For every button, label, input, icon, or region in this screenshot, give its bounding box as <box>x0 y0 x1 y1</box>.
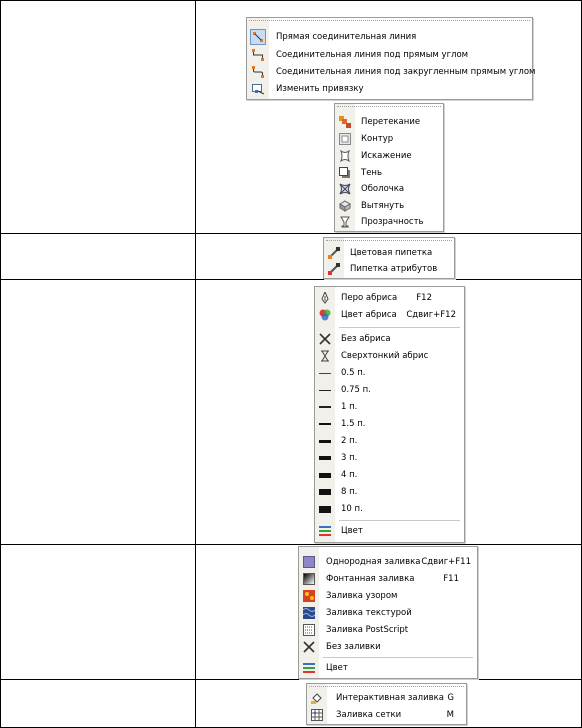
menu-separator <box>339 520 460 521</box>
hairline-outline-icon <box>318 349 332 363</box>
menu-item-hairline[interactable] <box>315 348 464 364</box>
menu-item-width-4[interactable] <box>315 467 464 483</box>
menu-item-edit-anchor[interactable] <box>247 81 532 97</box>
menu-item-label: Перо абриса <box>341 293 398 303</box>
interactive-fill-menu <box>306 683 467 725</box>
menu-item-width-3[interactable] <box>315 450 464 466</box>
shadow-icon <box>338 166 352 180</box>
menu-item-label: Заливка узором <box>326 591 398 601</box>
menu-item-width-10[interactable] <box>315 501 464 517</box>
menu-item-label: 0.5 п. <box>341 368 366 378</box>
menu-item-shortcut: G <box>447 693 454 703</box>
menu-item-attributes-eyedropper[interactable] <box>324 261 454 277</box>
mesh-fill-icon <box>310 708 324 722</box>
menu-item-extrude[interactable] <box>335 198 443 214</box>
menu-item-width-0-5[interactable] <box>315 365 464 381</box>
menu-item-label: 1 п. <box>341 402 358 412</box>
menu-item-label: 2 п. <box>341 436 358 446</box>
menu-item-label: Оболочка <box>361 184 405 194</box>
transparency-icon <box>338 215 352 229</box>
menu-separator <box>323 657 473 658</box>
menu-item-color-eyedropper[interactable] <box>324 245 454 261</box>
menu-item-contour[interactable] <box>335 131 443 147</box>
postscript-fill-icon <box>302 623 316 637</box>
menu-item-label: Без абриса <box>341 334 391 344</box>
distortion-icon <box>338 149 352 163</box>
menu-separator <box>339 327 460 328</box>
right-angle-connector-icon <box>251 48 265 62</box>
menu-item-outline-pen[interactable] <box>315 290 464 306</box>
row-divider <box>0 279 582 280</box>
menu-item-label: 10 п. <box>341 504 363 514</box>
menu-item-label: Сверхтонкий абрис <box>341 351 429 361</box>
menu-item-no-outline[interactable] <box>315 331 464 347</box>
menu-item-label: Изменить привязку <box>276 84 364 94</box>
menu-item-label: Заливка сетки <box>336 710 402 720</box>
menu-grip[interactable] <box>326 240 452 243</box>
menu-item-label: 4 п. <box>341 470 358 480</box>
menu-item-label: Тень <box>361 168 382 178</box>
menu-item-label: 1.5 п. <box>341 419 366 429</box>
menu-item-label: Цвет абриса <box>341 310 397 320</box>
color-docker-icon <box>318 524 332 538</box>
menu-item-width-2[interactable] <box>315 433 464 449</box>
menu-item-straight-connector[interactable] <box>247 29 532 45</box>
no-fill-icon <box>302 640 316 654</box>
edit-anchor-icon <box>251 82 265 96</box>
outline-menu <box>314 286 465 543</box>
menu-item-blend[interactable] <box>335 114 443 130</box>
menu-item-outline-color[interactable] <box>315 307 464 323</box>
menu-item-label: 3 п. <box>341 453 358 463</box>
menu-item-label: Интерактивная заливка <box>336 693 444 703</box>
menu-item-shortcut: Сдвиг+F12 <box>406 310 456 320</box>
menu-item-width-8[interactable] <box>315 484 464 500</box>
menu-item-label: 0.75 п. <box>341 385 371 395</box>
menu-item-interactive-fill[interactable] <box>307 690 466 706</box>
effects-menu <box>334 103 444 232</box>
menu-item-shortcut: M <box>446 710 454 720</box>
menu-item-label: Заливка текстурой <box>326 608 412 618</box>
line-width-icon <box>318 366 332 380</box>
menu-item-shortcut: F12 <box>416 293 432 303</box>
rounded-right-angle-connector-icon <box>251 65 265 79</box>
menu-item-label: Цвет <box>326 663 348 673</box>
menu-item-envelope[interactable] <box>335 181 443 197</box>
menu-item-shadow[interactable] <box>335 165 443 181</box>
menu-item-label: Перетекание <box>361 117 421 127</box>
menu-item-label: Искажение <box>361 151 412 161</box>
attributes-eyedropper-icon <box>327 262 341 276</box>
menu-item-fountain-fill[interactable] <box>299 571 477 587</box>
menu-item-mesh-fill[interactable] <box>307 707 466 723</box>
menu-item-label: Пипетка атрибутов <box>350 264 438 274</box>
line-width-icon <box>318 400 332 414</box>
menu-item-no-fill[interactable] <box>299 639 477 655</box>
menu-item-label: Цвет <box>341 526 363 536</box>
interactive-fill-icon <box>310 691 324 705</box>
line-width-icon <box>318 417 332 431</box>
table-border-top <box>0 0 582 1</box>
menu-item-pattern-fill[interactable] <box>299 588 477 604</box>
texture-fill-icon <box>302 606 316 620</box>
outline-color-icon <box>318 308 332 322</box>
color-docker-icon <box>302 661 316 675</box>
menu-item-label: Контур <box>361 134 394 144</box>
menu-item-shortcut: Сдвиг+F11 <box>421 557 471 567</box>
line-width-icon <box>318 502 332 516</box>
menu-item-label: Заливка PostScript <box>326 625 409 635</box>
menu-item-label: Цветовая пипетка <box>350 248 433 258</box>
line-width-icon <box>318 434 332 448</box>
menu-grip[interactable] <box>337 106 441 109</box>
menu-grip[interactable] <box>309 686 464 689</box>
line-width-icon <box>318 485 332 499</box>
connector-menu <box>246 17 536 100</box>
menu-item-uniform-fill[interactable] <box>299 554 477 570</box>
contour-icon <box>338 132 352 146</box>
menu-item-right-angle-connector[interactable] <box>247 47 532 63</box>
color-eyedropper-icon <box>327 246 341 260</box>
menu-item-label: Вытянуть <box>361 201 405 211</box>
no-outline-icon <box>318 332 332 346</box>
straight-connector-icon <box>250 29 266 45</box>
menu-grip[interactable] <box>249 20 530 23</box>
line-width-icon <box>318 383 332 397</box>
menu-item-transparency[interactable] <box>335 214 443 230</box>
row-divider <box>0 233 582 234</box>
extrude-icon <box>338 199 352 213</box>
uniform-fill-icon <box>302 555 316 569</box>
pattern-fill-icon <box>302 589 316 603</box>
menu-item-width-1-5[interactable] <box>315 416 464 432</box>
column-divider <box>195 0 196 728</box>
menu-item-label: Прозрачность <box>361 217 424 227</box>
table-border-left <box>0 0 1 728</box>
fill-menu <box>298 546 478 679</box>
outline-pen-icon <box>318 291 332 305</box>
menu-item-label: Без заливки <box>326 642 381 652</box>
menu-item-distortion[interactable] <box>335 148 443 164</box>
menu-item-rounded-connector[interactable] <box>247 64 536 80</box>
menu-item-label: Фонтанная заливка <box>326 574 415 584</box>
line-width-icon <box>318 451 332 465</box>
eyedropper-menu <box>323 237 455 279</box>
menu-item-label: Соединительная линия под закругленным прямым углом <box>276 67 536 77</box>
fountain-fill-icon <box>302 572 316 586</box>
menu-item-label: 8 п. <box>341 487 358 497</box>
menu-item-shortcut: F11 <box>443 574 459 584</box>
menu-item-label: Соединительная линия под прямым углом <box>276 50 469 60</box>
menu-item-label: Однородная заливка <box>326 557 421 567</box>
menu-item-label: Прямая соединительная линия <box>276 32 417 42</box>
line-width-icon <box>318 468 332 482</box>
row-divider <box>0 679 582 680</box>
menu-item-color[interactable] <box>315 523 464 539</box>
menu-item-texture-fill[interactable] <box>299 605 477 621</box>
row-divider <box>0 544 582 545</box>
blend-icon <box>338 115 352 129</box>
menu-item-width-0-75[interactable] <box>315 382 464 398</box>
menu-item-postscript-fill[interactable] <box>299 622 477 638</box>
menu-item-color[interactable] <box>299 660 477 676</box>
envelope-icon <box>338 182 352 196</box>
menu-item-width-1[interactable] <box>315 399 464 415</box>
